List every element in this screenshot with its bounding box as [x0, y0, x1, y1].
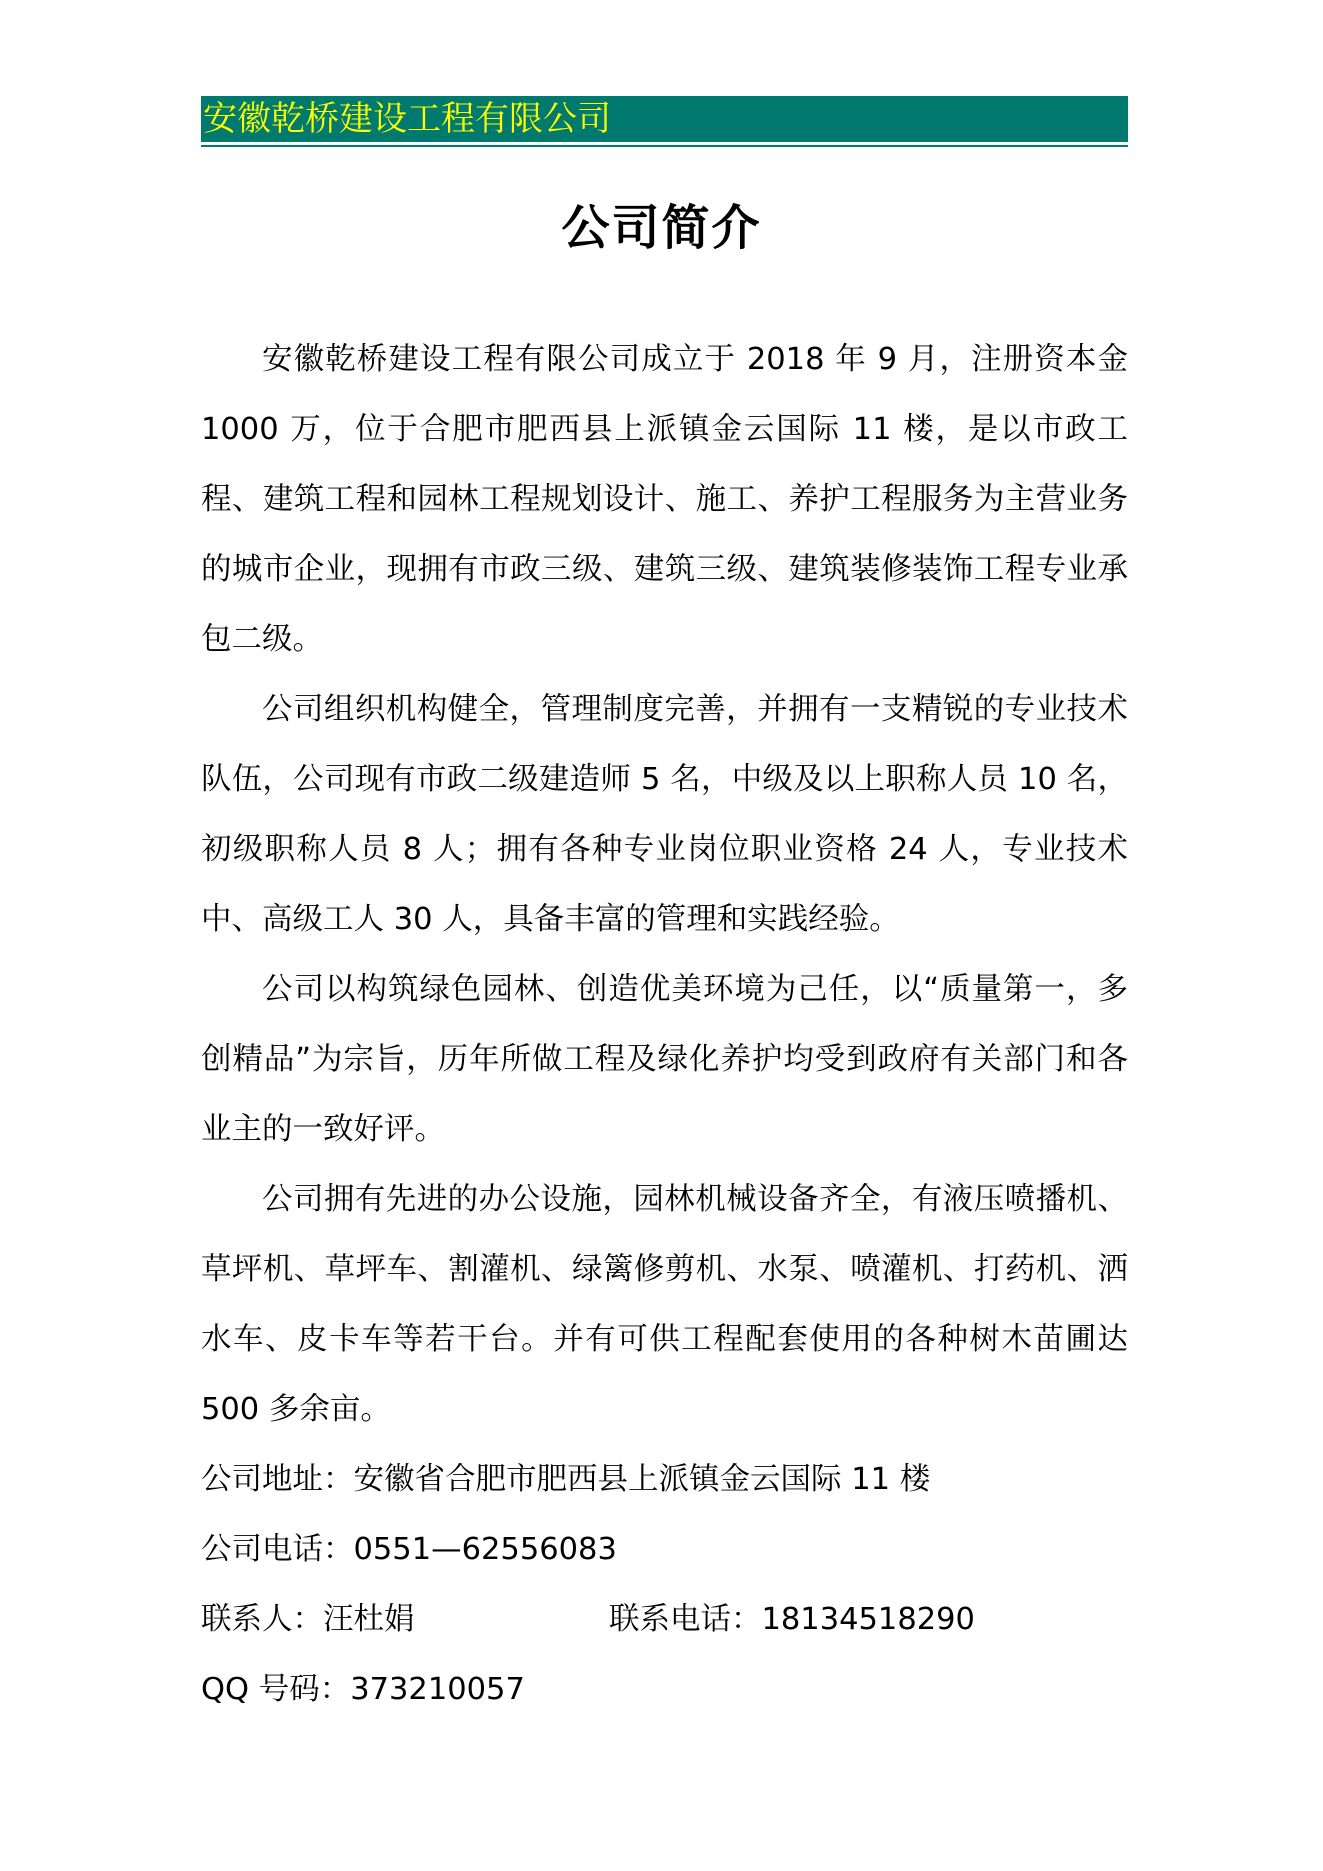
header-underline [201, 145, 1128, 147]
paragraph-equipment: 公司拥有先进的办公设施，园林机械设备齐全，有液压喷播机、草坪机、草坪车、割灌机、绿篱修剪机、水泵、喷灌机、打药机、洒水车、皮卡车等若干台。并有可供工程配套使用的各种树木苗圃达 500 多余亩。 [201, 1182, 1128, 1427]
contact-person: 联系人：汪杜娟 [201, 1602, 415, 1637]
paragraph-mission: 公司以构筑绿色园林、创造优美环境为己任，以“质量第一，多创精品”为宗旨，历年所做工程及绿化养护均受到政府有关部门和各业主的一致好评。 [201, 972, 1128, 1147]
paragraph-team: 公司组织机构健全，管理制度完善，并拥有一支精锐的专业技术队伍，公司现有市政二级建造师 5 名，中级及以上职称人员 10 名，初级职称人员 8 人；拥有各种专业岗位职业资格 24 人，专业技术中、高级工人 30 人，具备丰富的管理和实践经验。 [201, 692, 1128, 937]
contact-row [201, 1585, 1128, 1655]
document-title: 公司简介 [561, 200, 762, 256]
company-name-header: 安徽乾桥建设工程有限公司 [203, 99, 611, 139]
qq-number: QQ 号码：373210057 [201, 1672, 525, 1707]
contact-phone: 联系电话：18134518290 [609, 1602, 975, 1637]
company-address: 公司地址：安徽省合肥市肥西县上派镇金云国际 11 楼 [201, 1462, 931, 1497]
paragraph-intro: 安徽乾桥建设工程有限公司成立于 2018 年 9 月，注册资本金 1000 万，位于合肥市肥西县上派镇金云国际 11 楼，是以市政工程、建筑工程和园林工程规划设计、施工、养护工程服务为主营业务的城市企业，现拥有市政三级、建筑三级、建筑装修装饰工程专业承包二级。 [201, 342, 1128, 657]
document-body [201, 325, 1128, 1725]
company-phone: 公司电话：0551—62556083 [201, 1532, 617, 1567]
